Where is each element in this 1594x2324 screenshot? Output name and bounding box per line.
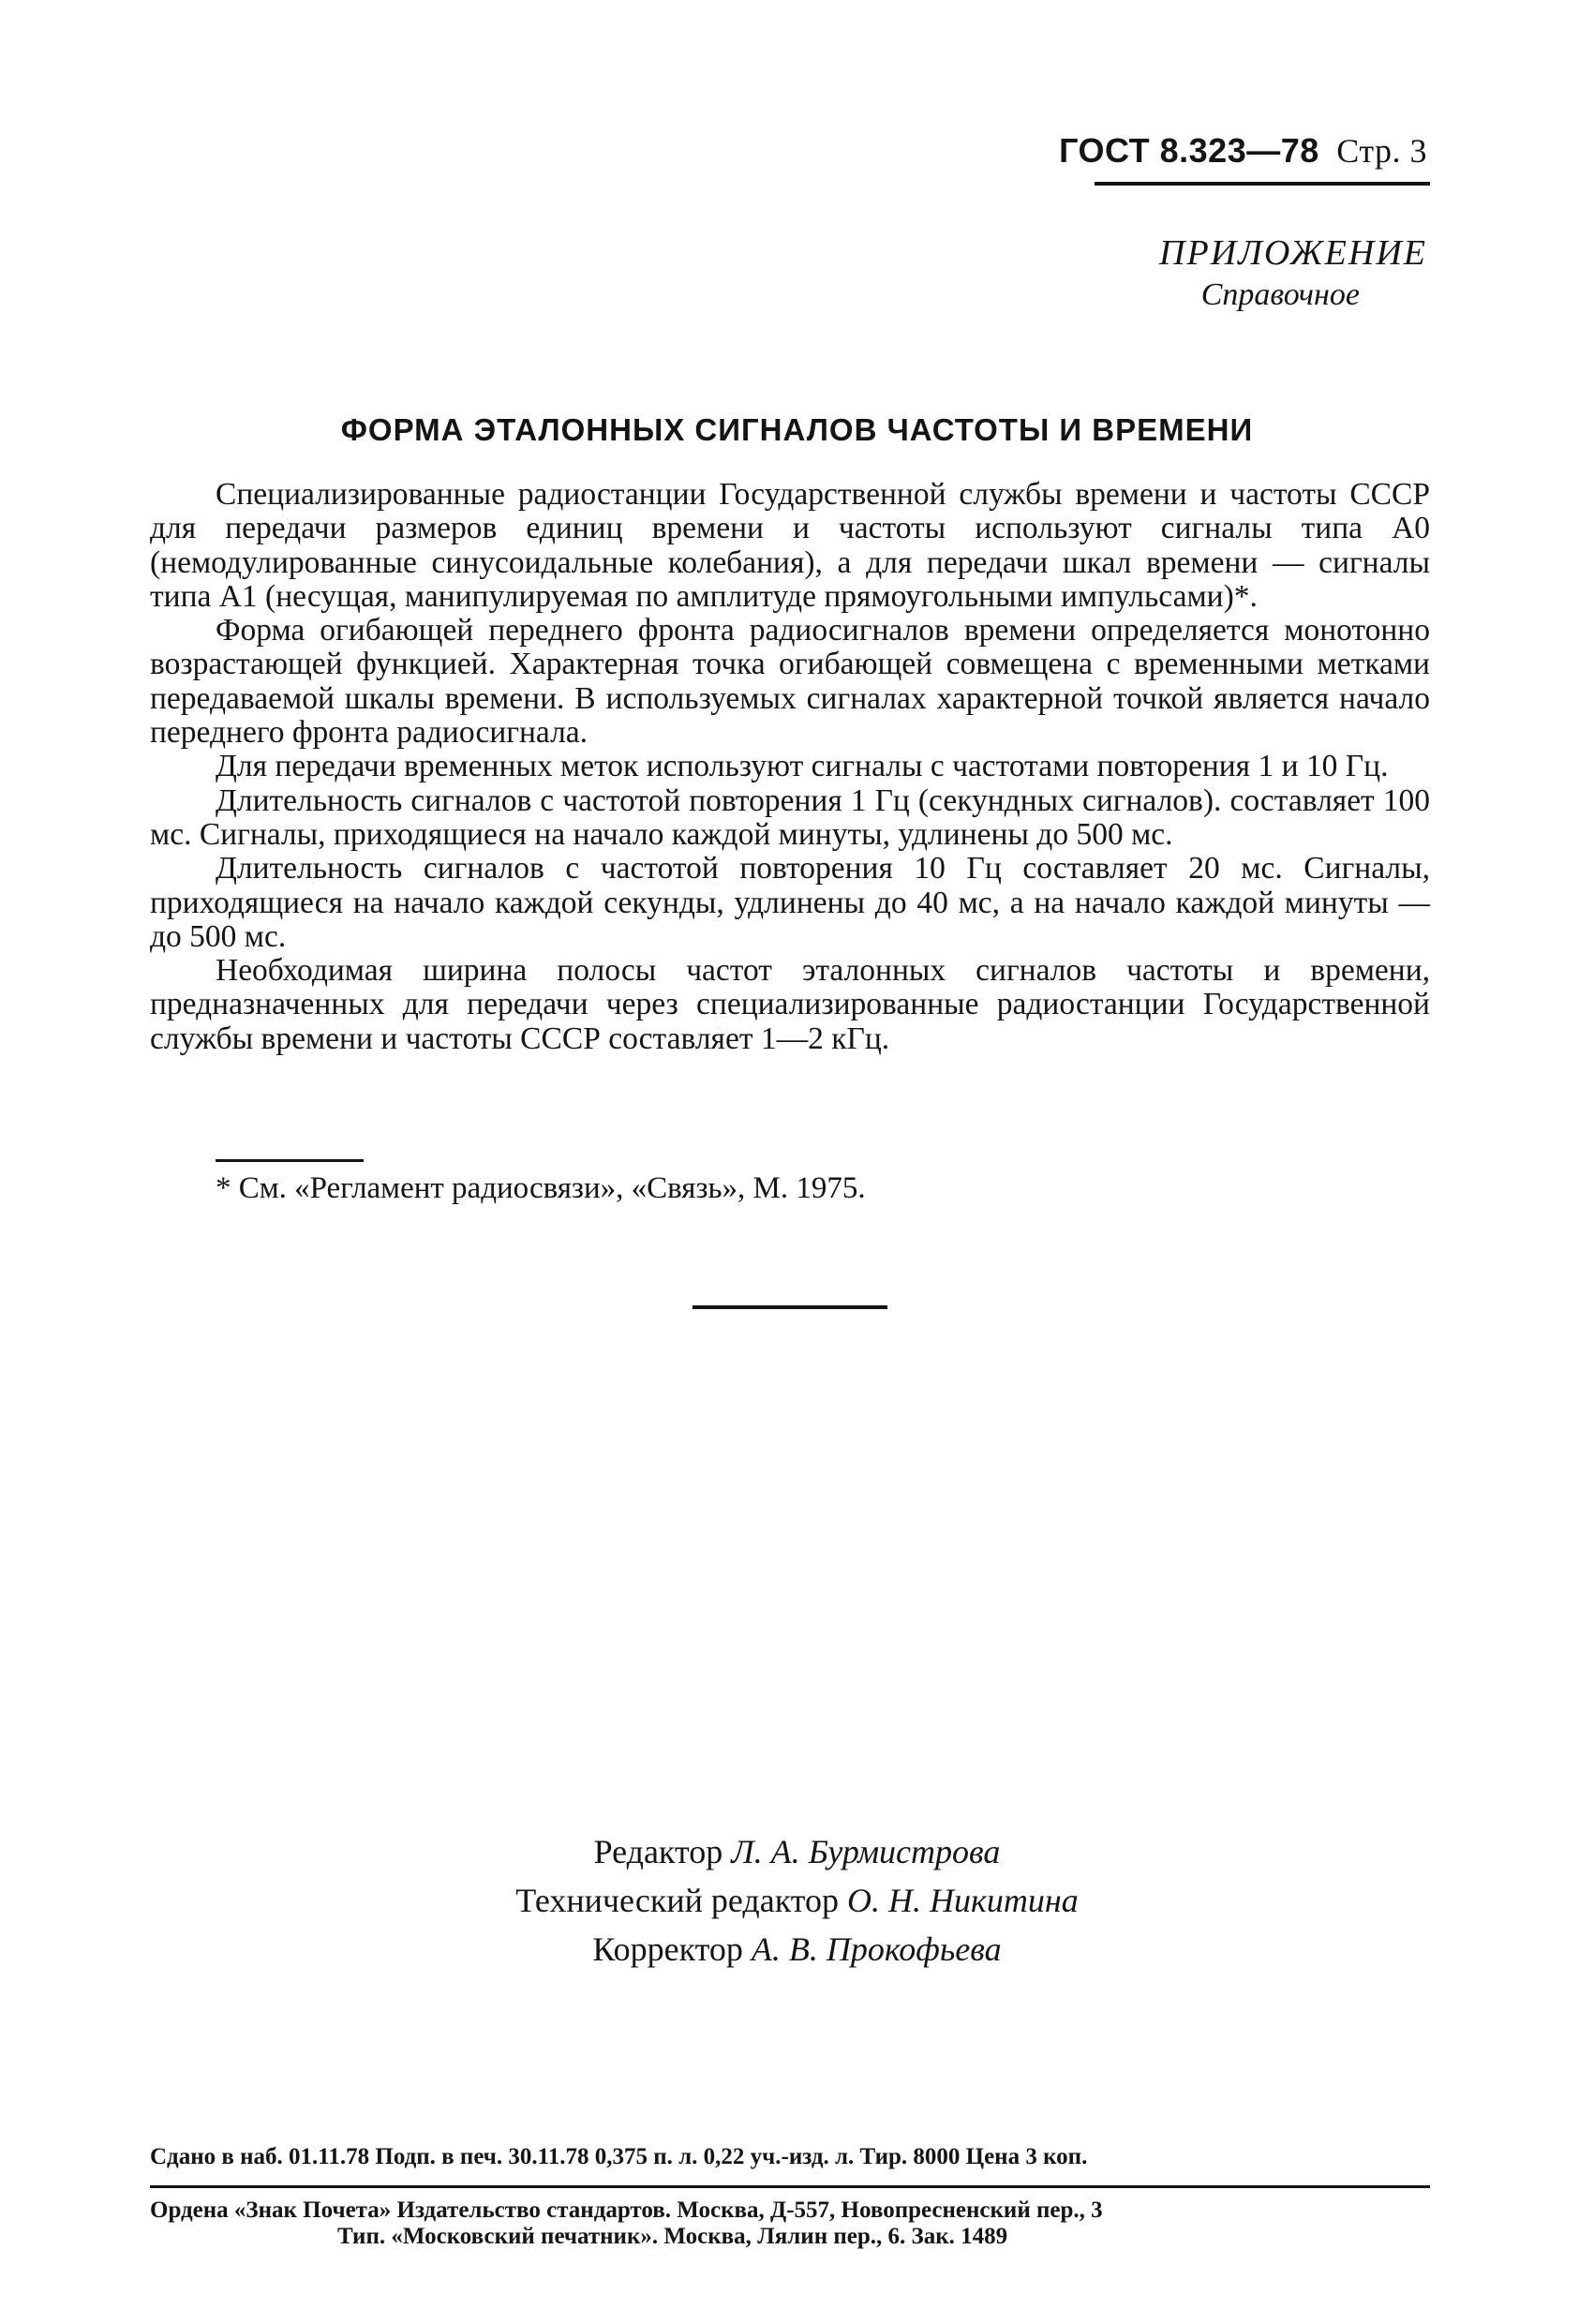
imprint-printer-line: Тип. «Московский печатник». Москва, Лялин пер., 6. Зак. 1489 xyxy=(337,2224,1008,2249)
paragraph: Длительность сигналов с частотой повторения 10 Гц составляет 20 мс. Сигналы, приходящиеся на начало каждой секунды, удлинены до 40 мс, а на начало каждой минуты — до 500 мс. xyxy=(150,851,1430,954)
header-rule xyxy=(1095,182,1430,186)
imprint-publisher xyxy=(150,2197,1430,2250)
credit-role: Технический редактор xyxy=(515,1882,839,1919)
paragraph: Необходимая ширина полосы частот эталонных сигналов частоты и времени, предназначенных для передачи через специализированные радиостанции Государственной службы времени и частоты СССР составляет 1—2 кГц. xyxy=(150,953,1430,1056)
credit-technical-editor xyxy=(0,1876,1594,1925)
footnote-rule xyxy=(216,1159,364,1162)
appendix-note: Справочное xyxy=(1200,277,1360,312)
credit-editor xyxy=(0,1827,1594,1876)
credit-role: Корректор xyxy=(592,1930,743,1968)
credits xyxy=(0,1827,1594,1974)
paragraph: Длительность сигналов с частотой повторения 1 Гц (секундных сигналов). составляет 100 мс. Сигналы, приходящиеся на начало каждой минуты, удлинены до 500 мс. xyxy=(150,782,1430,852)
credit-role: Редактор xyxy=(593,1833,723,1870)
imprint-rule xyxy=(150,2185,1430,2188)
credit-name: О. Н. Никитина xyxy=(847,1882,1079,1919)
body-text xyxy=(150,478,1430,1056)
credit-name: А. В. Прокофьева xyxy=(751,1930,1002,1968)
section-title: ФОРМА ЭТАЛОННЫХ СИГНАЛОВ ЧАСТОТЫ И ВРЕМЕНИ xyxy=(340,412,1254,447)
standard-number: ГОСТ 8.323—78 xyxy=(1059,131,1319,170)
paragraph: Форма огибающей переднего фронта радиосигналов времени определяется монотонно возрастающей функцией. Характерная точка огибающей совмещена с временными метками передаваемой шкалы времени. В используемых сигналах характерной точкой является начало переднего фронта радиосигнала. xyxy=(150,613,1430,751)
imprint-print-details: Сдано в наб. 01.11.78 Подп. в печ. 30.11.78 0,375 п. л. 0,22 уч.-изд. л. Тир. 8000 Цена 3 коп. xyxy=(150,2144,1088,2169)
paragraph: Специализированные радиостанции Государственной службы времени и частоты СССР для передачи размеров единиц времени и частоты используют сигналы типа А0 (немодулированные синусоидальные колебания), а для передачи шкал времени — сигналы типа А1 (несущая, манипулируемая по амплитуде прямоугольными импульсами)*. xyxy=(150,477,1430,614)
appendix-label: ПРИЛОЖЕНИЕ xyxy=(1159,233,1427,273)
paragraph: Для передачи временных меток используют сигналы с частотами повторения 1 и 10 Гц. xyxy=(216,749,1389,784)
footnote: * См. «Регламент радиосвязи», «Связь», М. 1975. xyxy=(216,1171,866,1205)
imprint-publisher-line: Ордена «Знак Почета» Издательство стандартов. Москва, Д-557, Новопресненский пер., 3 xyxy=(150,2197,1103,2223)
page-header xyxy=(1059,131,1427,171)
credit-name: Л. А. Бурмистрова xyxy=(731,1833,1001,1870)
end-of-text-rule xyxy=(693,1305,887,1309)
page-number: Стр. 3 xyxy=(1336,132,1427,170)
credit-proofreader xyxy=(0,1925,1594,1974)
